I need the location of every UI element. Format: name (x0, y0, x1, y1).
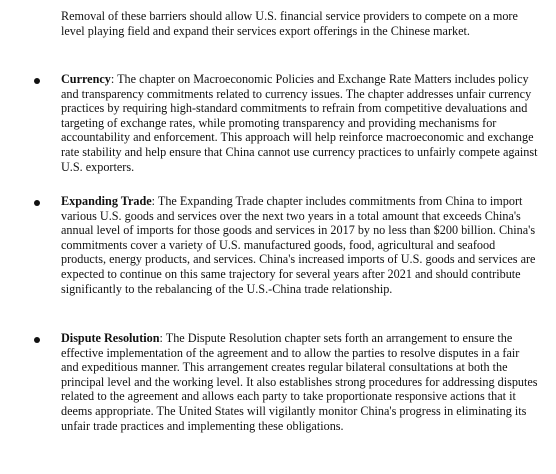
bullet-paragraph (61, 331, 539, 433)
bullet-body: : The Dispute Resolution chapter sets forth an arrangement to ensure the effective implementation of the agreement and to allow the parties to resolve disputes in a fair and expeditious manner. This arrangement creates regular bilateral consultations at both the principal level and the working level. It also establishes strong procedures for addressing disputes related to the agreement and allows each party to take proportionate responsive actions that it deems appropriate. The United States will vigilantly monitor China's progress in eliminating its unfair trade practices and implementing these obligations. (61, 331, 538, 433)
bullet-term: Currency (61, 72, 111, 86)
intro-paragraph: Removal of these barriers should allow U.S. financial service providers to compete on a more level playing field and expand their services export offerings in the Chinese market. (61, 9, 518, 38)
bullet-paragraph (61, 72, 539, 174)
bullet-body: : The chapter on Macroeconomic Policies and Exchange Rate Matters includes policy and transparency commitments related to currency issues. The chapter addresses unfair currency practices by requiring high-standard commitments to refrain from competitive devaluations and targeting of exchange rates, while promoting transparency and providing mechanisms for accountability and enforcement. This approach will help reinforce macroeconomic and exchange rate stability and help ensure that China cannot use currency practices to unfairly compete against U.S. exporters. (61, 72, 538, 174)
bullet-marker (34, 337, 40, 343)
bullet-paragraph (61, 194, 539, 296)
bullet-term: Dispute Resolution (61, 331, 160, 345)
bullet-term: Expanding Trade (61, 194, 152, 208)
bullet-marker (34, 78, 40, 84)
bullet-marker (34, 200, 40, 206)
bullet-body: : The Expanding Trade chapter includes commitments from China to import various U.S. goods and services over the next two years in a total amount that exceeds China's annual level of imports for those goods and services in 2017 by no less than $200 billion. China's commitments cover a variety of U.S. manufactured goods, food, agricultural and seafood products, energy products, and services. China's increased imports of U.S. goods and services are expected to continue on this same trajectory for several years after 2021 and should contribute significantly to the rebalancing of the U.S.-China trade relationship. (61, 194, 536, 296)
